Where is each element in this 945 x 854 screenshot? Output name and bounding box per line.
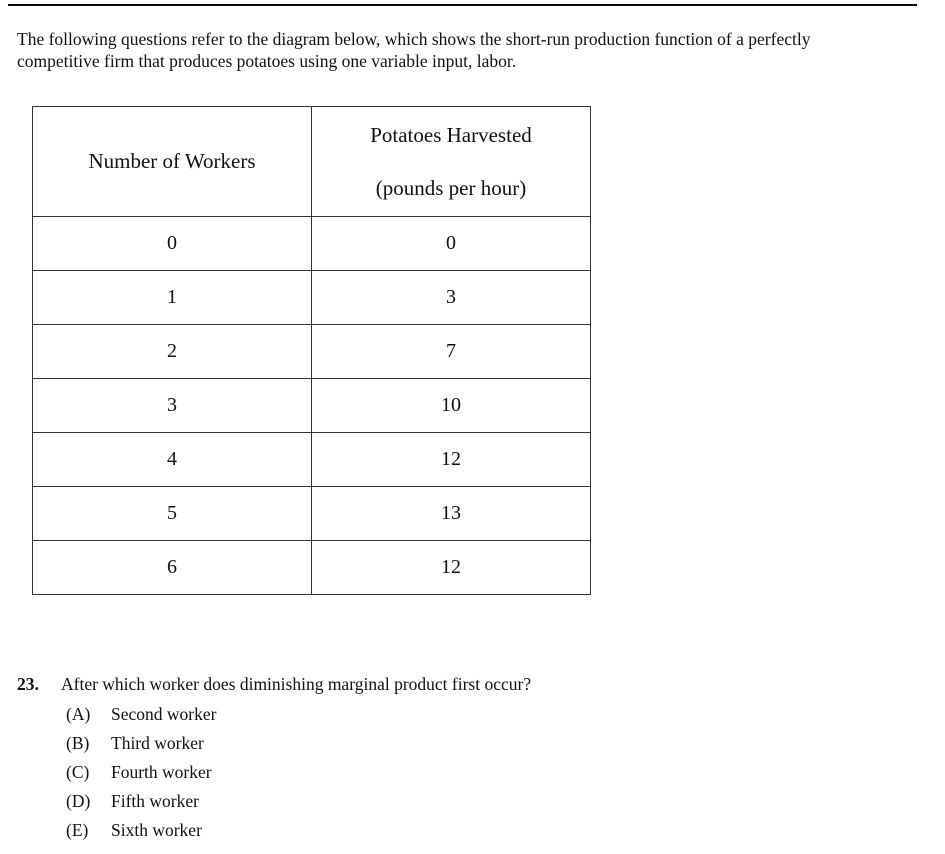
choice-letter: (A) <box>66 704 91 724</box>
workers-cell: 1 <box>33 271 312 325</box>
potatoes-cell: 0 <box>312 217 591 271</box>
intro-text: The following questions refer to the diagram below, which shows the short-run production function of a perfectly competitive firm that produces potatoes using one variable input, labor. <box>17 29 811 71</box>
choice-letter: (C) <box>66 762 90 782</box>
table-row <box>33 271 591 325</box>
question-text: After which worker does diminishing marginal product first occur? <box>61 674 532 694</box>
table-row <box>33 541 591 595</box>
question-number: 23. <box>17 674 39 694</box>
table-row <box>33 433 591 487</box>
table-row <box>33 217 591 271</box>
choice-c <box>66 761 216 790</box>
potatoes-header-line2: (pounds per hour) <box>375 175 527 200</box>
potatoes-cell: 7 <box>312 325 591 379</box>
question <box>17 673 531 695</box>
workers-cell: 6 <box>33 541 312 595</box>
table-header-row <box>33 107 591 217</box>
potatoes-header <box>312 107 591 217</box>
table-row <box>33 379 591 433</box>
choice-letter: (B) <box>66 733 90 753</box>
potatoes-header-line1: Potatoes Harvested <box>370 122 532 147</box>
answer-choices <box>66 703 216 848</box>
choice-e <box>66 819 216 848</box>
table-row <box>33 325 591 379</box>
choice-text: Second worker <box>111 704 217 724</box>
workers-header: Number of Workers <box>33 107 312 217</box>
potatoes-cell: 10 <box>312 379 591 433</box>
potatoes-cell: 12 <box>312 433 591 487</box>
choice-letter: (D) <box>66 791 91 811</box>
workers-cell: 2 <box>33 325 312 379</box>
choice-b <box>66 732 216 761</box>
production-table <box>32 106 591 595</box>
workers-cell: 4 <box>33 433 312 487</box>
workers-cell: 0 <box>33 217 312 271</box>
choice-letter: (E) <box>66 820 89 840</box>
choice-text: Fifth worker <box>111 791 199 811</box>
choice-text: Sixth worker <box>111 820 202 840</box>
choice-d <box>66 790 216 819</box>
workers-cell: 3 <box>33 379 312 433</box>
table-row <box>33 487 591 541</box>
potatoes-cell: 13 <box>312 487 591 541</box>
potatoes-cell: 3 <box>312 271 591 325</box>
workers-cell: 5 <box>33 487 312 541</box>
potatoes-cell: 12 <box>312 541 591 595</box>
choice-text: Fourth worker <box>111 762 212 782</box>
choice-a <box>66 703 216 732</box>
choice-text: Third worker <box>111 733 204 753</box>
top-rule <box>8 4 917 6</box>
